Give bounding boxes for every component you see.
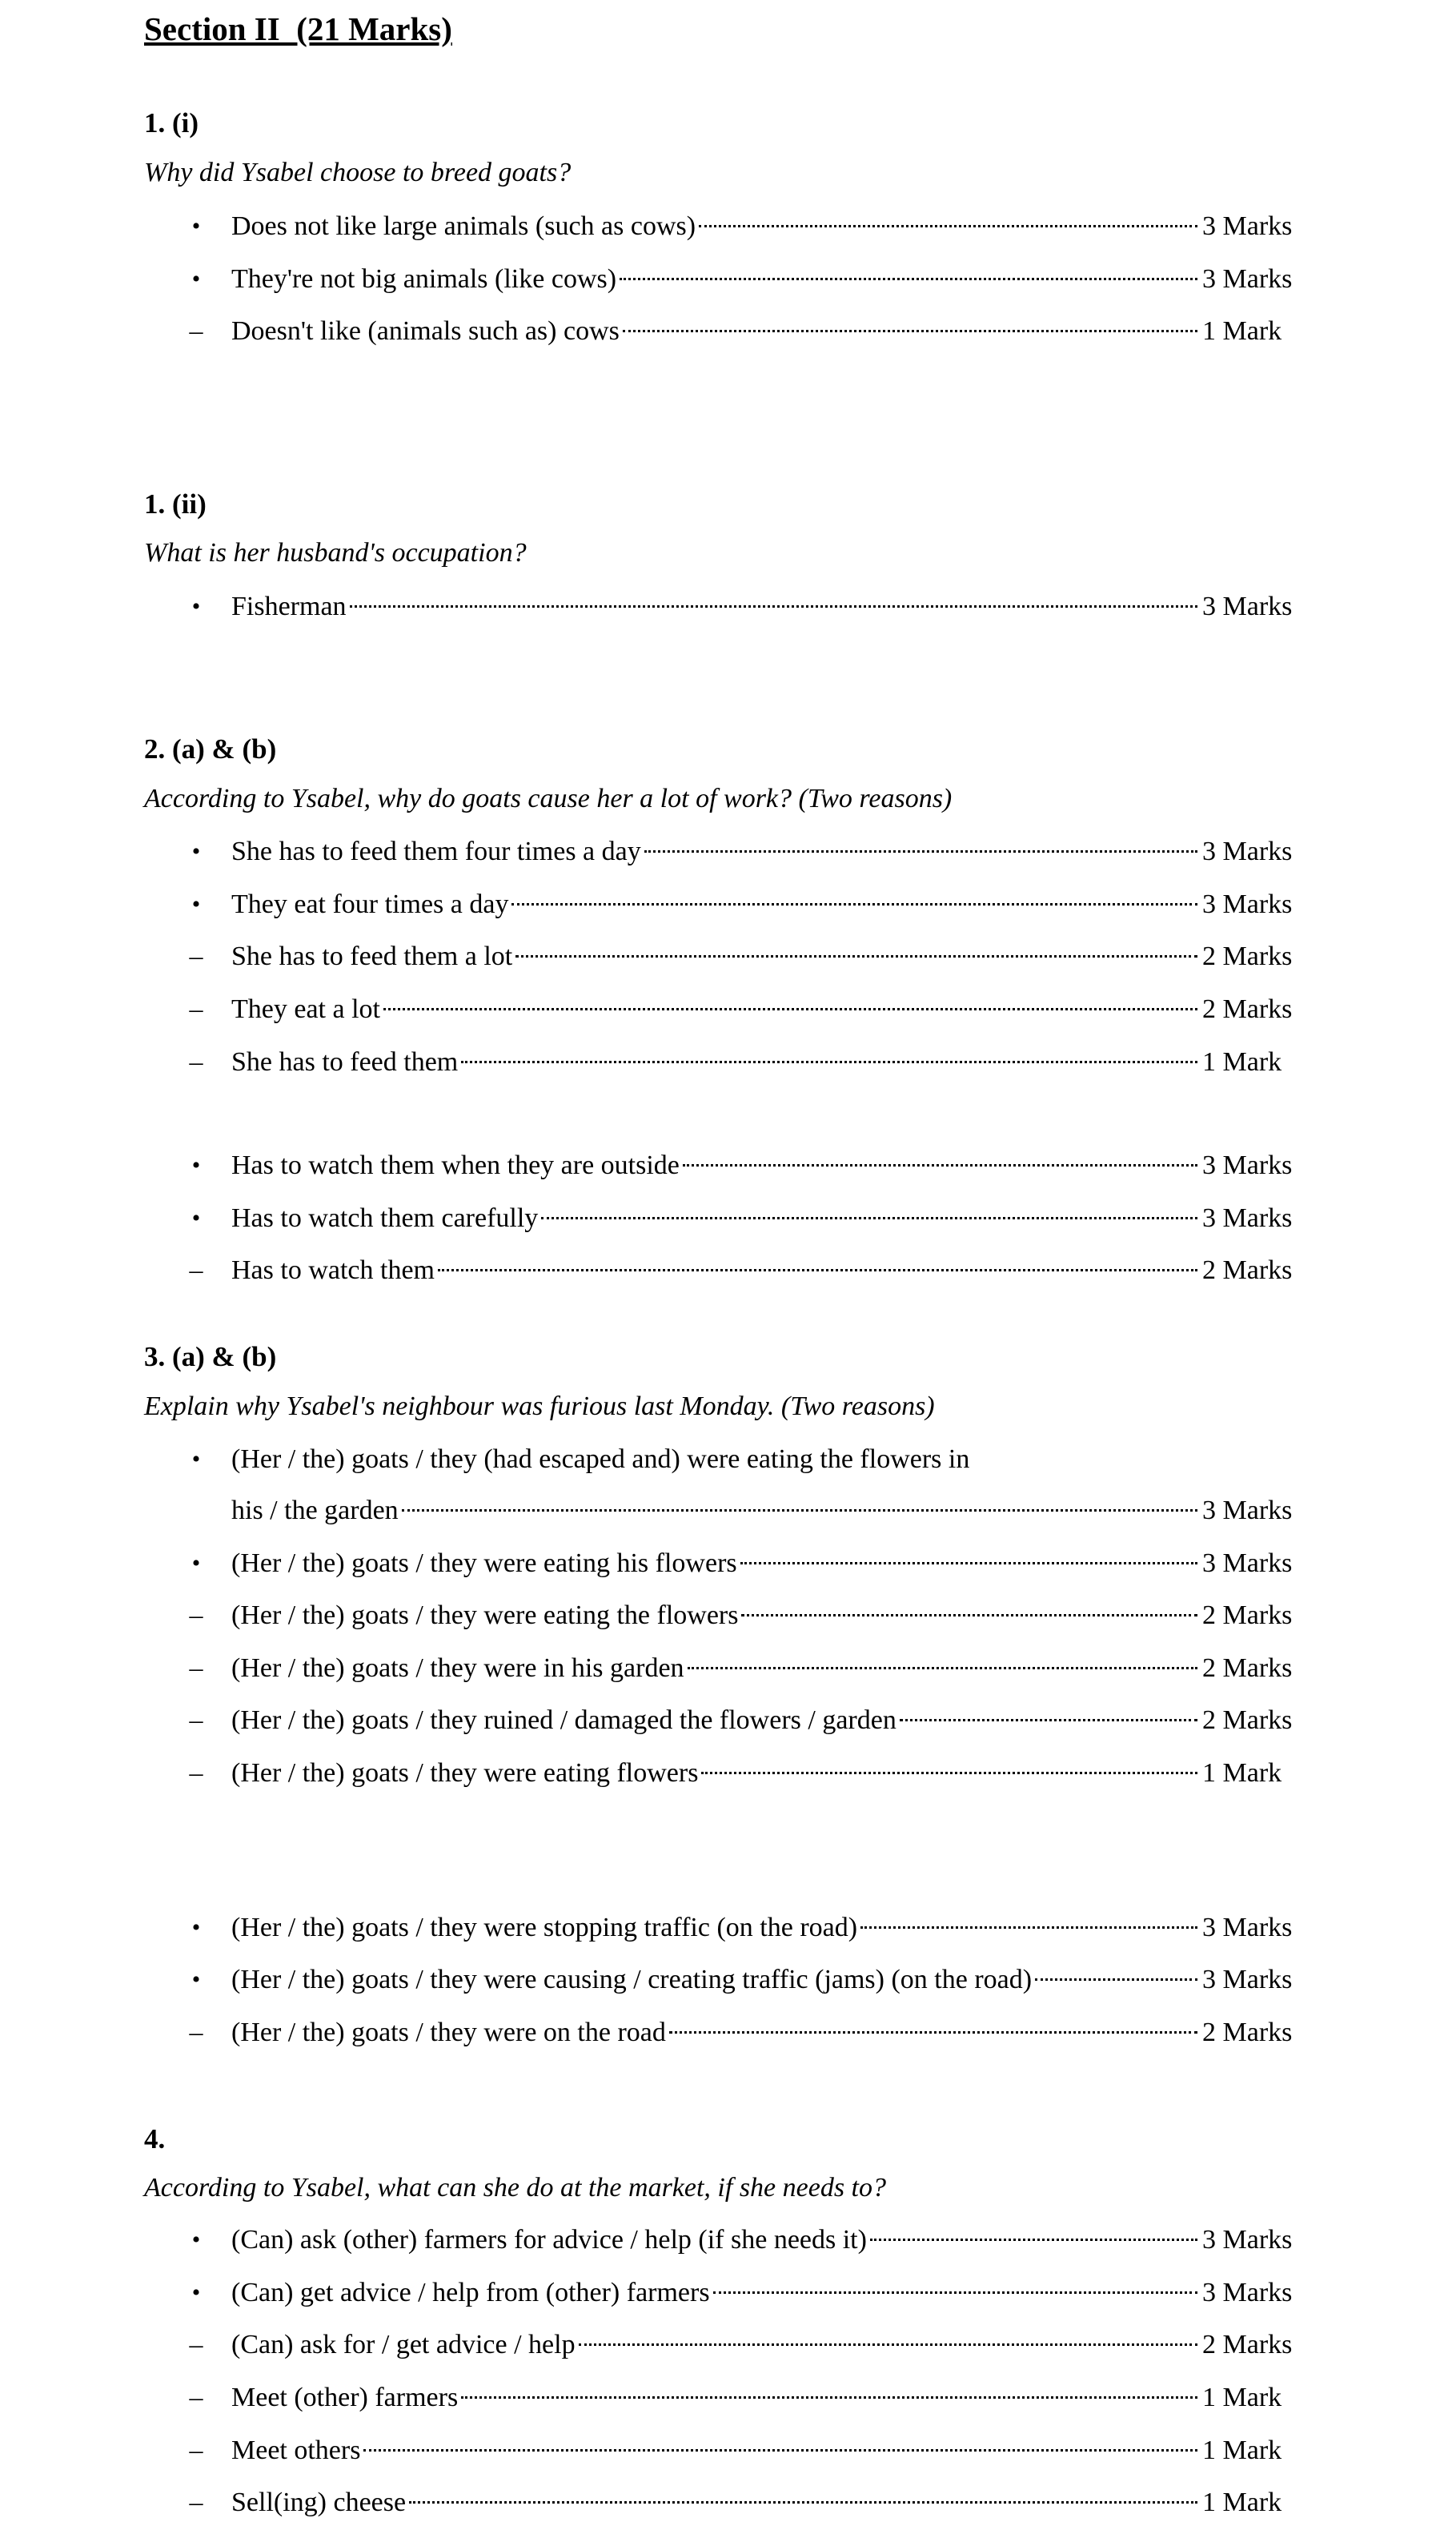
- answer-text: (Her / the) goats / they ruined / damaged the flowers / garden: [231, 1705, 896, 1735]
- marks-value: 3 Marks: [1202, 1496, 1293, 1525]
- answer-row-continuation: [184, 1494, 1301, 1528]
- answer-text: Meet (other) farmers: [231, 2383, 459, 2412]
- dotted-leader: [461, 1061, 1197, 1063]
- answer-row-first-line: [184, 1443, 1301, 1476]
- dotted-leader: [623, 330, 1197, 332]
- answer-text: Fisherman: [231, 592, 347, 621]
- marks-value: 3 Marks: [1202, 2278, 1293, 2307]
- answer-row: [184, 1547, 1301, 1580]
- answer-row: [184, 315, 1301, 348]
- dotted-leader: [713, 2291, 1197, 2294]
- marks-value: 3 Marks: [1202, 837, 1293, 866]
- dotted-leader: [644, 850, 1197, 853]
- answer-row: [184, 263, 1301, 296]
- marks-value: 1 Mark: [1202, 2436, 1282, 2465]
- dotted-leader: [669, 2031, 1197, 2034]
- answer-row: [184, 2434, 1301, 2468]
- bullet-marker: •: [191, 1550, 201, 1576]
- dash-marker: –: [189, 1255, 203, 1285]
- answer-row: [184, 1202, 1301, 1235]
- dotted-leader: [701, 1772, 1197, 1774]
- answer-text: Has to watch them when they are outside: [231, 1151, 680, 1180]
- marks-value: 3 Marks: [1202, 1913, 1293, 1942]
- answer-row: [184, 2016, 1301, 2050]
- dotted-leader: [620, 278, 1197, 280]
- marks-value: 1 Mark: [1202, 2383, 1282, 2412]
- marks-value: 3 Marks: [1202, 211, 1293, 241]
- bullet-marker: •: [191, 1446, 201, 1472]
- marks-value: 3 Marks: [1202, 2225, 1293, 2255]
- dotted-leader: [860, 1926, 1197, 1929]
- question-2-heading: 2. (a) & (b): [144, 733, 277, 765]
- answer-text: Sell(ing) cheese: [231, 2488, 407, 2517]
- answer-text: (Her / the) goats / they were eating the flowers: [231, 1600, 739, 1630]
- bullet-marker: •: [191, 891, 201, 918]
- dash-marker: –: [189, 316, 203, 346]
- dash-marker: –: [189, 1047, 203, 1077]
- dotted-leader: [515, 955, 1197, 958]
- answer-row: [184, 1757, 1301, 1790]
- dotted-leader: [900, 1719, 1197, 1721]
- answer-row: [184, 1599, 1301, 1632]
- dotted-leader: [511, 903, 1197, 906]
- answer-row: [184, 1149, 1301, 1183]
- section-title: Section II (21 Marks): [144, 10, 452, 47]
- dash-marker: –: [189, 994, 203, 1024]
- marks-value: 2 Marks: [1202, 1255, 1293, 1285]
- dotted-leader: [402, 1509, 1197, 1512]
- bullet-marker: •: [191, 1914, 201, 1941]
- question-3-heading: 3. (a) & (b): [144, 1341, 277, 1372]
- answer-row: [184, 2328, 1301, 2362]
- dash-marker: –: [189, 1653, 203, 1683]
- marks-value: 3 Marks: [1202, 1548, 1293, 1578]
- dotted-leader: [461, 2396, 1197, 2399]
- bullet-marker: •: [191, 593, 201, 620]
- dotted-leader: [579, 2343, 1197, 2346]
- answer-text: (Her / the) goats / they were eating flowers: [231, 1758, 699, 1788]
- question-1i-text: Why did Ysabel choose to breed goats?: [144, 158, 572, 187]
- answer-text-line1: (Her / the) goats / they (had escaped and) were eating the flowers in: [231, 1444, 970, 1474]
- question-3-text: Explain why Ysabel's neighbour was furious last Monday. (Two reasons): [144, 1391, 935, 1421]
- answer-row: [184, 210, 1301, 243]
- answer-row: [184, 2276, 1301, 2310]
- dash-marker: –: [189, 2383, 203, 2412]
- dotted-leader: [541, 1217, 1197, 1219]
- question-1i-heading: 1. (i): [144, 107, 199, 139]
- answer-row: [184, 1046, 1301, 1079]
- bullet-marker: •: [191, 213, 201, 239]
- answer-text: (Can) ask (other) farmers for advice / help (if she needs it): [231, 2225, 867, 2255]
- answer-text: (Her / the) goats / they were stopping traffic (on the road): [231, 1913, 858, 1942]
- answer-text: (Can) get advice / help from (other) farmers: [231, 2278, 710, 2307]
- answer-row: [184, 1911, 1301, 1945]
- answer-text: She has to feed them four times a day: [231, 837, 641, 866]
- answer-text: his / the garden: [231, 1496, 399, 1525]
- marks-value: 2 Marks: [1202, 1600, 1293, 1630]
- question-1ii-heading: 1. (ii): [144, 488, 207, 520]
- answer-text: (Her / the) goats / they were in his garden: [231, 1653, 684, 1683]
- dotted-leader: [438, 1269, 1197, 1271]
- marks-value: 2 Marks: [1202, 994, 1293, 1024]
- bullet-marker: •: [191, 2279, 201, 2306]
- bullet-marker: •: [191, 1966, 201, 1993]
- marks-value: 2 Marks: [1202, 942, 1293, 971]
- answer-row: [184, 888, 1301, 922]
- dotted-leader: [383, 1008, 1197, 1010]
- answer-text: Has to watch them: [231, 1255, 435, 1285]
- marks-value: 2 Marks: [1202, 2330, 1293, 2359]
- question-4-heading: 4.: [144, 2123, 166, 2154]
- dotted-leader: [740, 1562, 1197, 1564]
- answer-text: They eat four times a day: [231, 890, 509, 919]
- answer-row: [184, 2486, 1301, 2520]
- dash-marker: –: [189, 1705, 203, 1735]
- answer-row: [184, 590, 1301, 624]
- answer-text: Doesn't like (animals such as) cows: [231, 316, 620, 346]
- answer-row: [184, 1254, 1301, 1287]
- answer-row: [184, 1963, 1301, 1997]
- dash-marker: –: [189, 1758, 203, 1788]
- dotted-leader: [699, 225, 1197, 227]
- answer-text: They eat a lot: [231, 994, 380, 1024]
- marks-value: 1 Mark: [1202, 1758, 1282, 1788]
- answer-row: [184, 835, 1301, 869]
- answer-text: They're not big animals (like cows): [231, 264, 617, 294]
- marks-value: 3 Marks: [1202, 890, 1293, 919]
- answer-row: [184, 2223, 1301, 2257]
- marks-value: 1 Mark: [1202, 316, 1282, 346]
- question-1ii-text: What is her husband's occupation?: [144, 538, 527, 568]
- question-4-text: According to Ysabel, what can she do at the market, if she needs to?: [144, 2173, 886, 2203]
- marks-value: 1 Mark: [1202, 2488, 1282, 2517]
- answer-row: [184, 2381, 1301, 2415]
- dash-marker: –: [189, 2330, 203, 2359]
- marks-value: 3 Marks: [1202, 1965, 1293, 1994]
- bullet-marker: •: [191, 266, 201, 292]
- answer-row: [184, 1652, 1301, 1685]
- answer-row: [184, 993, 1301, 1026]
- dash-marker: –: [189, 2436, 203, 2465]
- answer-text: Does not like large animals (such as cows): [231, 211, 696, 241]
- marks-value: 3 Marks: [1202, 1203, 1293, 1233]
- marks-value: 3 Marks: [1202, 592, 1293, 621]
- dotted-leader: [350, 605, 1197, 608]
- dotted-leader: [683, 1164, 1197, 1167]
- dotted-leader: [409, 2501, 1197, 2504]
- dash-marker: –: [189, 1600, 203, 1630]
- bullet-marker: •: [191, 1205, 201, 1231]
- dotted-leader: [870, 2239, 1197, 2241]
- marks-value: 3 Marks: [1202, 1151, 1293, 1180]
- bullet-marker: •: [191, 2227, 201, 2253]
- answer-row: [184, 940, 1301, 974]
- answer-text: (Her / the) goats / they were on the road: [231, 2018, 666, 2047]
- dotted-leader: [741, 1614, 1197, 1616]
- answer-text: Meet others: [231, 2436, 361, 2465]
- answer-text: (Her / the) goats / they were causing / creating traffic (jams) (on the road): [231, 1965, 1033, 1994]
- marks-value: 2 Marks: [1202, 1705, 1293, 1735]
- answer-row: [184, 1704, 1301, 1737]
- dash-marker: –: [189, 942, 203, 971]
- bullet-marker: •: [191, 1152, 201, 1179]
- marks-value: 2 Marks: [1202, 2018, 1293, 2047]
- marks-value: 3 Marks: [1202, 264, 1293, 294]
- dotted-leader: [1035, 1978, 1197, 1981]
- dotted-leader: [688, 1667, 1197, 1669]
- dash-marker: –: [189, 2018, 203, 2047]
- question-2-text: According to Ysabel, why do goats cause her a lot of work? (Two reasons): [144, 784, 953, 813]
- answer-text: She has to feed them a lot: [231, 942, 513, 971]
- answer-text: (Her / the) goats / they were eating his flowers: [231, 1548, 737, 1578]
- answer-text: Has to watch them carefully: [231, 1203, 539, 1233]
- answer-text: (Can) ask for / get advice / help: [231, 2330, 576, 2359]
- bullet-marker: •: [191, 838, 201, 865]
- dotted-leader: [363, 2449, 1197, 2452]
- marks-value: 1 Mark: [1202, 1047, 1282, 1077]
- marks-value: 2 Marks: [1202, 1653, 1293, 1683]
- dash-marker: –: [189, 2488, 203, 2517]
- answer-text: She has to feed them: [231, 1047, 459, 1077]
